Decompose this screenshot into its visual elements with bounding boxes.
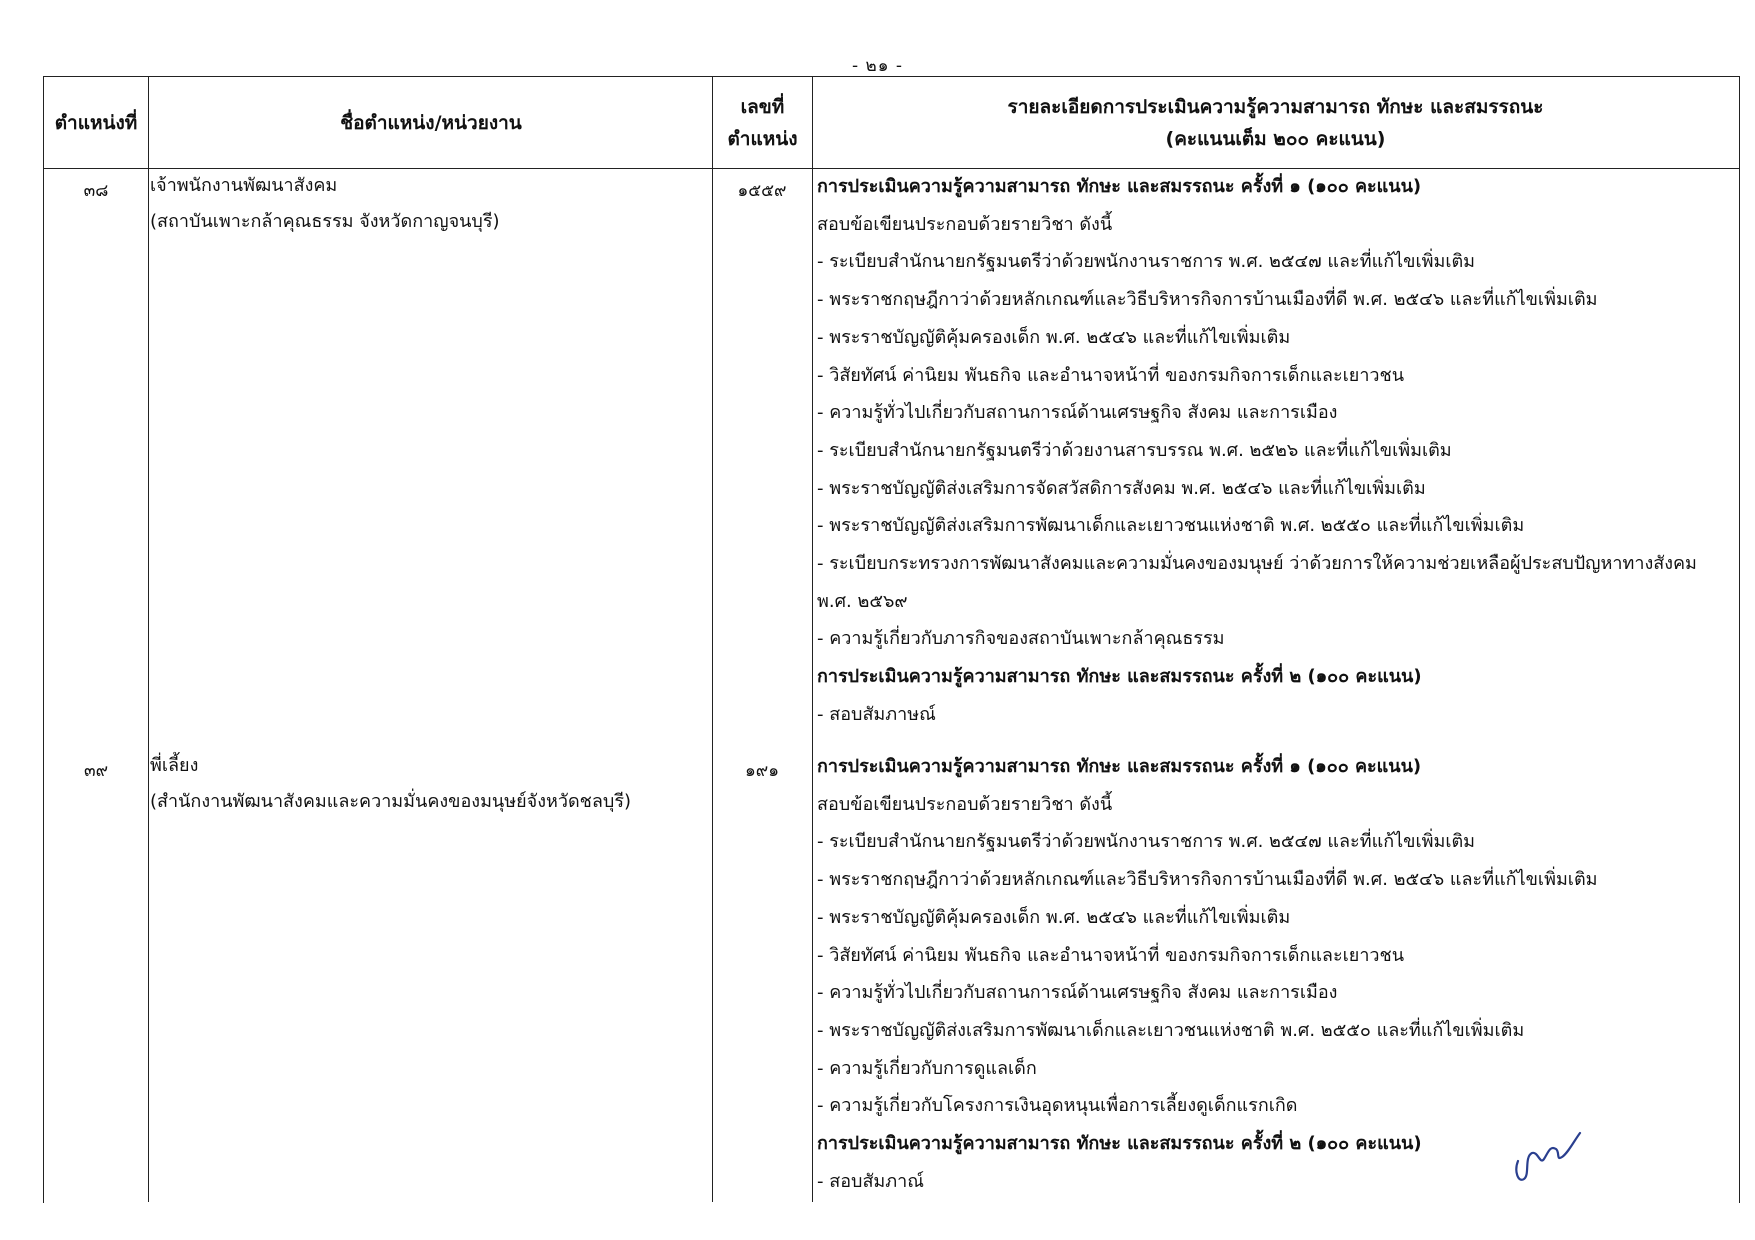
row-1-detail-line: สอบข้อเขียนประกอบด้วยรายวิชา ดังนี้ (817, 213, 1113, 235)
row-1-position-code: ๑๕๕๙ (737, 181, 787, 201)
header-position-name-label: ชื่อตำแหน่ง/หน่วยงาน (340, 112, 522, 134)
row-1-detail-line: - ความรู้ทั่วไปเกี่ยวกับสถานการณ์ด้านเศรษฐกิจ สังคม และการเมือง (817, 402, 1338, 424)
row-1-detail-heading-2: การประเมินความรู้ความสามารถ ทักษะ และสมรรถนะ ครั้งที่ ๒ (๑๐๐ คะแนน) (817, 666, 1422, 688)
row-2-title: พี่เลี้ยง (150, 755, 199, 776)
row-1-position-no: ๓๘ (83, 181, 109, 201)
row-2-detail-line: - ระเบียบสำนักนายกรัฐมนตรีว่าด้วยพนักงานราชการ พ.ศ. ๒๕๔๗ และที่แก้ไขเพิ่มเติม (817, 831, 1476, 853)
header-details-line-1: รายละเอียดการประเมินความรู้ความสามารถ ทักษะ และสมรรถนะ (1007, 96, 1544, 118)
row-1-detail-line: - พระราชบัญญัติส่งเสริมการพัฒนาเด็กและเยาวชนแห่งชาติ พ.ศ. ๒๕๕๐ และที่แก้ไขเพิ่มเติม (817, 515, 1525, 537)
row-2-detail-line: - พระราชกฤษฎีกาว่าด้วยหลักเกณฑ์และวิธีบริหารกิจการบ้านเมืองที่ดี พ.ศ. ๒๕๔๖ และที่แก้ไขเพิ่มเติม (817, 869, 1598, 891)
signature-mark (1510, 1127, 1582, 1187)
row-2-details (817, 748, 1727, 1200)
column-divider-1 (148, 76, 149, 1202)
header-position-no-label: ตำแหน่งที่ (54, 112, 138, 134)
header-position-name (150, 80, 712, 166)
header-details (813, 80, 1738, 166)
row-2-detail-line: - พระราชบัญญัติคุ้มครองเด็ก พ.ศ. ๒๕๔๖ และที่แก้ไขเพิ่มเติม (817, 906, 1291, 928)
column-divider-3 (812, 76, 813, 1202)
row-1-position-name (150, 168, 500, 240)
row-1-title: เจ้าพนักงานพัฒนาสังคม (150, 175, 338, 196)
row-1-detail-line: - ความรู้เกี่ยวกับภารกิจของสถาบันเพาะกล้าคุณธรรม (817, 628, 1225, 650)
row-2-detail-line: - สอบสัมภาณ์ (817, 1170, 924, 1192)
row-2-position-no: ๓๙ (83, 761, 109, 781)
row-2-position-name (150, 748, 631, 820)
row-1-details (817, 168, 1727, 734)
page-number: - ๒๑ - (851, 56, 904, 76)
row-2-detail-line: - พระราชบัญญัติส่งเสริมการพัฒนาเด็กและเยาวชนแห่งชาติ พ.ศ. ๒๕๕๐ และที่แก้ไขเพิ่มเติม (817, 1019, 1525, 1041)
row-2-detail-heading-1: การประเมินความรู้ความสามารถ ทักษะ และสมรรถนะ ครั้งที่ ๑ (๑๐๐ คะแนน) (817, 756, 1422, 777)
row-1-detail-line: - วิสัยทัศน์ ค่านิยม พันธกิจ และอำนาจหน้าที่ ของกรมกิจการเด็กและเยาวชน (817, 364, 1405, 386)
column-divider-2 (712, 76, 713, 1202)
row-2-detail-line: สอบข้อเขียนประกอบด้วยรายวิชา ดังนี้ (817, 793, 1113, 815)
header-details-line-2: (คะแนนเต็ม ๒๐๐ คะแนน) (1165, 128, 1386, 150)
row-2-detail-line: - ความรู้เกี่ยวกับโครงการเงินอุดหนุนเพื่อการเลี้ยงดูเด็กแรกเกิด (817, 1095, 1298, 1117)
row-1-detail-heading-1: การประเมินความรู้ความสามารถ ทักษะ และสมรรถนะ ครั้งที่ ๑ (๑๐๐ คะแนน) (817, 176, 1422, 197)
row-2-position-code: ๑๙๑ (744, 761, 780, 781)
row-1-detail-line: - พระราชกฤษฎีกาว่าด้วยหลักเกณฑ์และวิธีบริหารกิจการบ้านเมืองที่ดี พ.ศ. ๒๕๔๖ และที่แก้ไขเพิ่มเติม (817, 289, 1598, 311)
row-1-detail-line: - ระเบียบกระทรวงการพัฒนาสังคมและความมั่นคงของมนุษย์ ว่าด้วยการให้ความช่วยเหลือผู้ประสบปัญหาทางสังคม พ.ศ. ๒๕๖๙ (817, 553, 1697, 612)
row-1-detail-line: - สอบสัมภาษณ์ (817, 703, 936, 725)
header-position-code-line-1: เลขที่ (740, 96, 785, 118)
row-2-detail-line: - ความรู้เกี่ยวกับการดูแลเด็ก (817, 1057, 1037, 1079)
header-position-code-line-2: ตำแหน่ง (727, 128, 798, 150)
row-2-unit: (สำนักงานพัฒนาสังคมและความมั่นคงของมนุษย์จังหวัดชลบุรี) (150, 791, 632, 812)
row-2-detail-heading-2: การประเมินความรู้ความสามารถ ทักษะ และสมรรถนะ ครั้งที่ ๒ (๑๐๐ คะแนน) (817, 1133, 1422, 1155)
row-2-detail-line: - วิสัยทัศน์ ค่านิยม พันธกิจ และอำนาจหน้าที่ ของกรมกิจการเด็กและเยาวชน (817, 944, 1405, 966)
row-2-detail-line: - ความรู้ทั่วไปเกี่ยวกับสถานการณ์ด้านเศรษฐกิจ สังคม และการเมือง (817, 982, 1338, 1004)
row-1-detail-line: - ระเบียบสำนักนายกรัฐมนตรีว่าด้วยงานสารบรรณ พ.ศ. ๒๕๒๖ และที่แก้ไขเพิ่มเติม (817, 439, 1452, 461)
header-position-no (44, 80, 148, 166)
row-1-detail-line: - พระราชบัญญัติส่งเสริมการจัดสวัสดิการสังคม พ.ศ. ๒๕๔๖ และที่แก้ไขเพิ่มเติม (817, 477, 1426, 499)
signature-stroke (1516, 1133, 1580, 1180)
row-1-detail-line: - ระเบียบสำนักนายกรัฐมนตรีว่าด้วยพนักงานราชการ พ.ศ. ๒๕๔๗ และที่แก้ไขเพิ่มเติม (817, 251, 1476, 273)
header-position-code (713, 80, 812, 166)
row-1-unit: (สถาบันเพาะกล้าคุณธรรม จังหวัดกาญจนบุรี) (150, 211, 500, 232)
row-1-detail-line: - พระราชบัญญัติคุ้มครองเด็ก พ.ศ. ๒๕๔๖ และที่แก้ไขเพิ่มเติม (817, 326, 1291, 348)
